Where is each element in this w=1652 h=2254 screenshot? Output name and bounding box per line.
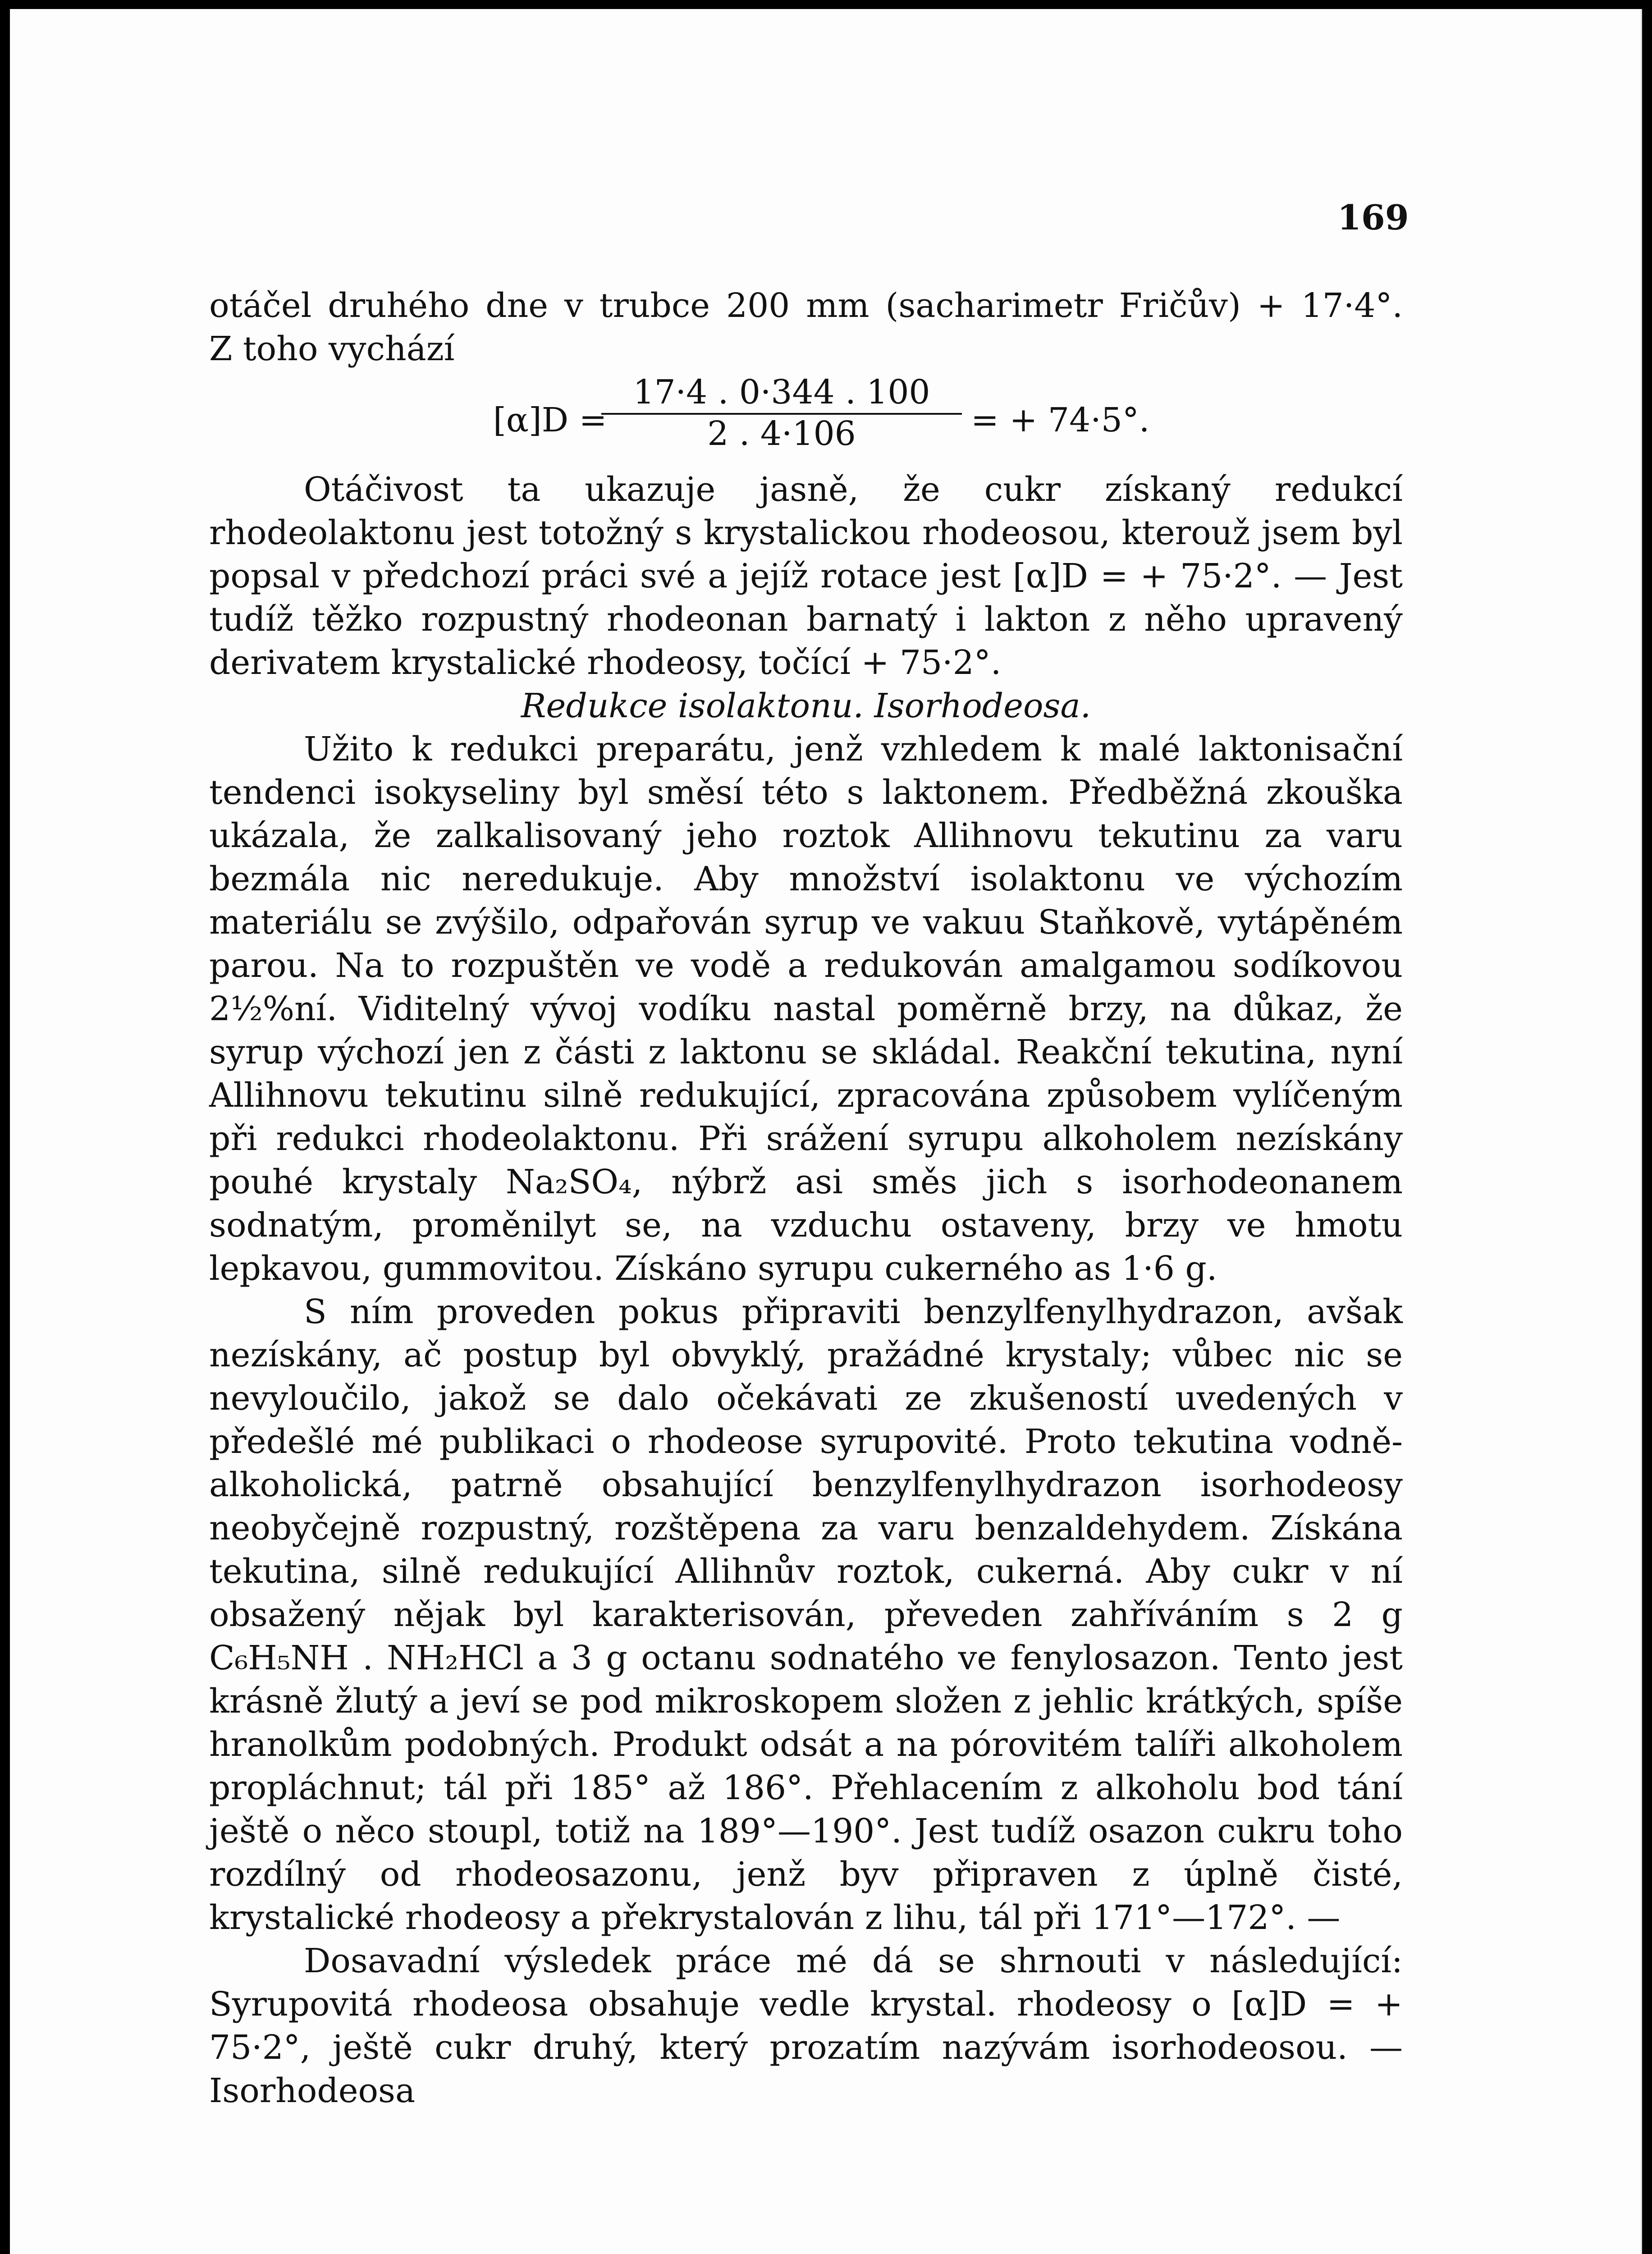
rotation-formula xyxy=(209,373,1403,459)
formula-rhs: = + 74·5°. xyxy=(971,401,1150,440)
page-number: 169 xyxy=(1337,197,1409,238)
page xyxy=(10,9,1642,2254)
paragraph-3: Užito k redukci preparátu, jenž vzhledem k malé laktonisační tendenci isokyseliny byl směsí této s laktonem. Předběžná zkouška ukázala, že zalkalisovaný jeho roztok Allihnovu tekutinu za varu bezmála nic neredukuje. Aby množství isolaktonu ve výchozím materiálu se zvýšilo, odpařován syrup ve vakuu Staňkově, vytápěném parou. Na to rozpuštěn ve vodě a redukován amalgamou sodíkovou 2½%ní. Viditelný vývoj vodíku nastal poměrně brzy, na důkaz, že syrup výchozí jen z části z laktonu se skládal. Reakční tekutina, nyní Allihnovu tekutinu silně redukující, zpracována způsobem vylíčeným při redukci rhodeolaktonu. Při srážení syrupu alkoholem nezískány pouhé krystaly Na₂SO₄, nýbrž asi směs jich s isorhodeonanem sodnatým, proměnilyt se, na vzduchu ostaveny, brzy ve hmotu lepkavou, gummovitou. Získáno syrupu cukerného as 1·6 g. xyxy=(209,730,1403,1288)
formula-fraction xyxy=(601,373,962,453)
paragraph-4: S ním proveden pokus připraviti benzylfenylhydrazon, avšak nezískány, ač postup byl obvyklý, pražádné krystaly; vůbec nic se nevyloučilo, jakož se dalo očekávati ze zkušeností uvedených v předešlé mé publikaci o rhodeose syrupovité. Proto tekutina vodně-alkoholická, patrně obsahující benzylfenylhydrazon isorhodeosy neobyčejně rozpustný, rozštěpena za varu benzaldehydem. Získána tekutina, silně redukující Allihnův roztok, cukerná. Aby cukr v ní obsažený nějak byl karakterisován, převeden zahříváním s 2 g C₆H₅NH . NH₂HCl a 3 g octanu sodnatého ve fenylosazon. Tento jest krásně žlutý a jeví se pod mikroskopem složen z jehlic krátkých, spíše hranolkům podobných. Produkt odsát a na pórovitém talíři alkoholem propláchnut; tál při 185° až 186°. Přehlacením z alkoholu bod tání ještě o něco stoupl, totiž na 189°—190°. Jest tudíž osazon cukru toho rozdílný od rhodeosazonu, jenž byv připraven z úplně čisté, krystalické rhodeosy a překrystalován z lihu, tál při 171°—172°. — xyxy=(209,1292,1403,1937)
paragraph-1-line-1: otáčel druhého dne v trubce 200 mm (sacharimetr Fričův) + 17·4°. xyxy=(209,286,1403,325)
section-heading: Redukce isolaktonu. Isorhodeosa. xyxy=(521,687,1091,725)
formula-denominator: 2 . 4·106 xyxy=(707,414,856,453)
formula-lhs: [α]D = xyxy=(493,401,607,440)
text-body xyxy=(209,284,1403,2112)
formula-numerator: 17·4 . 0·344 . 100 xyxy=(601,373,962,415)
paragraph-5: Dosavadní výsledek práce mé dá se shrnouti v následující: Syrupovitá rhodeosa obsahuje vedle krystal. rhodeosy o [α]D = + 75·2°, ještě cukr druhý, který prozatím nazývám isorhodeosou. — Isorhodeosa xyxy=(209,1942,1403,2110)
paragraph-2: Otáčivost ta ukazuje jasně, že cukr získaný redukcí rhodeolaktonu jest totožný s krystalickou rhodeosou, kterouž jsem byl popsal v předchozí práci své a jejíž rotace jest [α]D = + 75·2°. — Jest tudíž těžko rozpustný rhodeonan barnatý i lakton z něho upravený derivatem krystalické rhodeosy, točící + 75·2°. xyxy=(209,470,1403,682)
paragraph-1-line-2: Z toho vychází xyxy=(209,330,455,368)
